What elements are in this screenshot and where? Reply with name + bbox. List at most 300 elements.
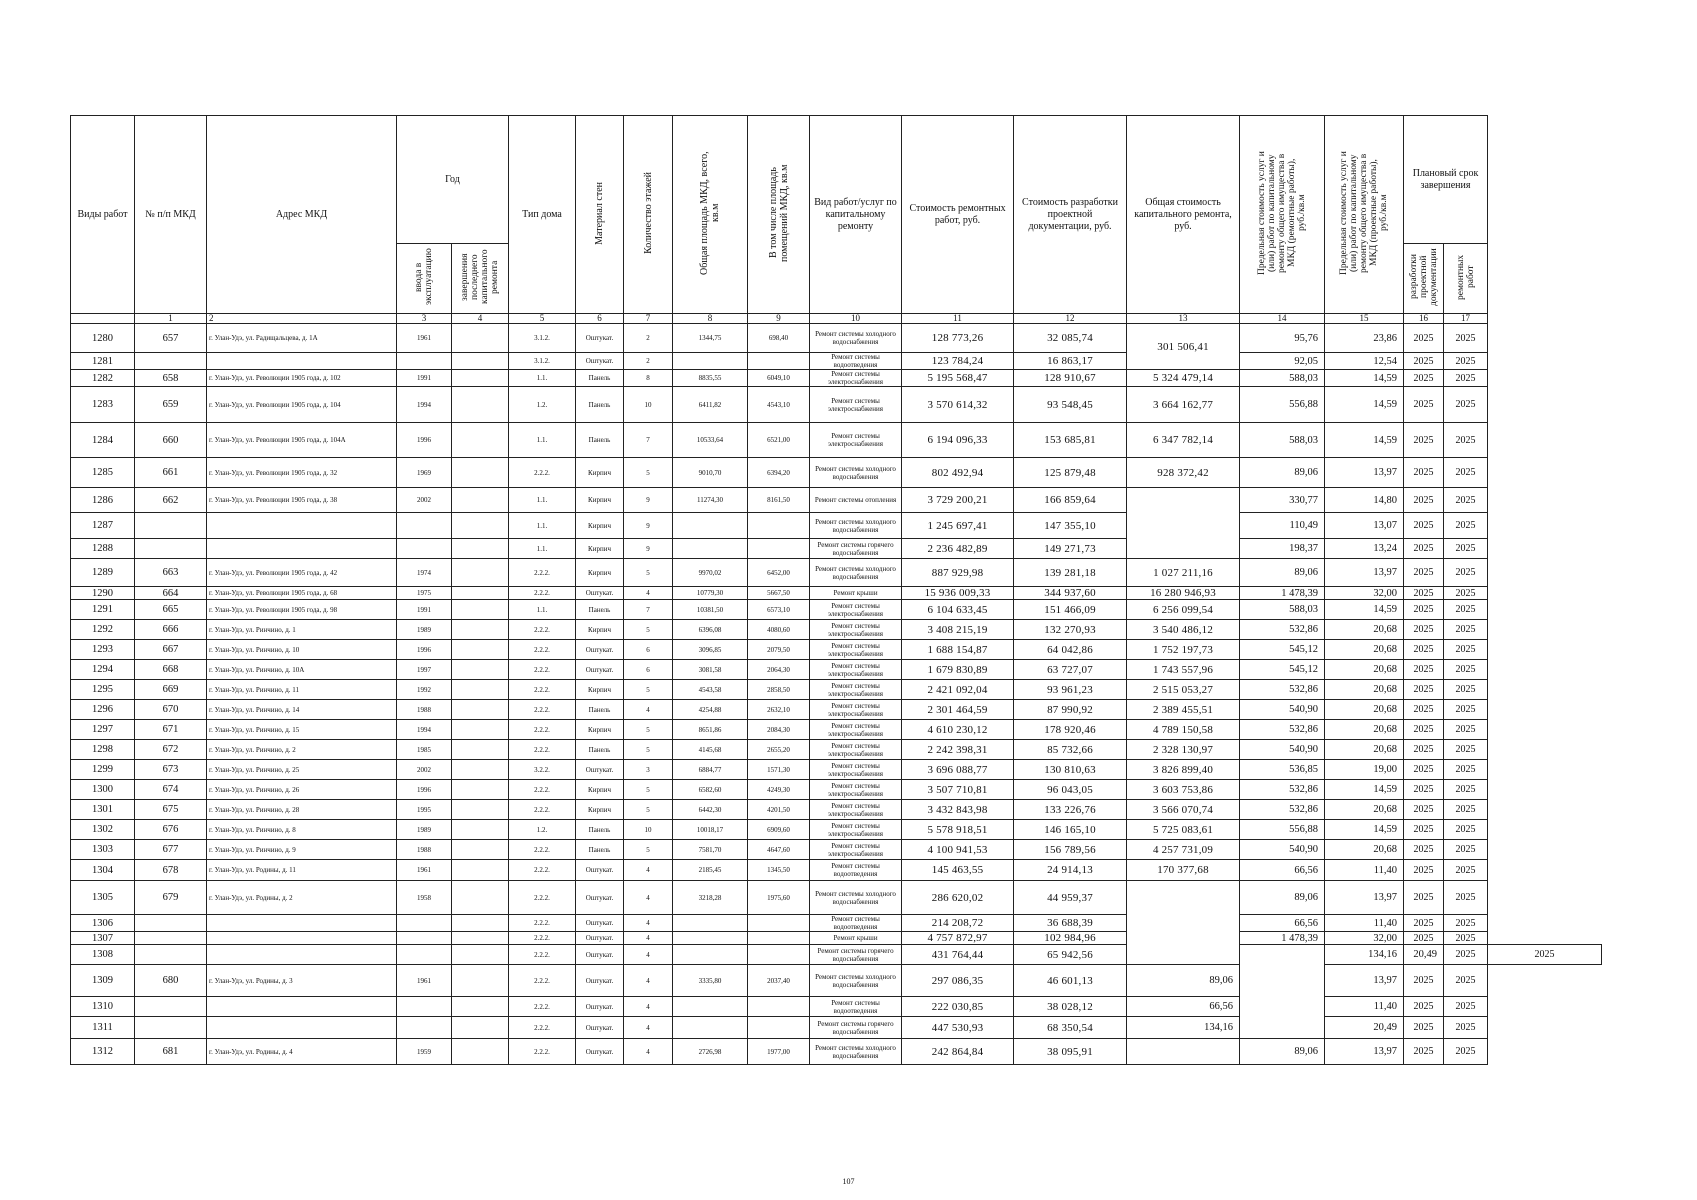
limit-design: 20,49 [1404, 945, 1444, 965]
repair-cost: 3 507 710,81 [902, 780, 1014, 800]
repair-cost: 1 245 697,41 [902, 513, 1014, 539]
address: г. Улан-Удэ, ул. Революции 1905 года, д. 42 [207, 559, 397, 587]
repair-cost: 887 929,98 [902, 559, 1014, 587]
total-cost: 3 603 753,86 [1127, 780, 1240, 800]
year-built: 2002 [397, 760, 452, 780]
deadline-repair: 2025 [1444, 458, 1488, 488]
total-area [673, 915, 748, 932]
table-row [71, 820, 1602, 840]
deadline-design: 2025 [1404, 740, 1444, 760]
house-number: 662 [135, 488, 207, 513]
premises-area: 6573,10 [748, 600, 810, 620]
header-material [576, 116, 624, 314]
wall-material: Оштукат. [576, 640, 624, 660]
premises-area: 8161,50 [748, 488, 810, 513]
repair-cost: 286 620,02 [902, 881, 1014, 915]
table-row [71, 587, 1602, 600]
column-number: 3 [397, 314, 452, 324]
table-row [71, 353, 1602, 370]
table-row [71, 997, 1602, 1017]
header-god: Год [397, 116, 509, 244]
house-number: 661 [135, 458, 207, 488]
year-built: 1961 [397, 860, 452, 881]
row-index: 1287 [71, 513, 135, 539]
year-built [397, 997, 452, 1017]
limit-repair: 540,90 [1240, 740, 1325, 760]
row-index: 1300 [71, 780, 135, 800]
total-area: 10018,17 [673, 820, 748, 840]
house-type: 2.2.2. [509, 458, 576, 488]
work-type: Ремонт системы холодного водоснабжения [810, 881, 902, 915]
design-cost: 46 601,13 [1014, 965, 1127, 997]
limit-design: 11,40 [1325, 860, 1404, 881]
limit-design: 32,00 [1325, 587, 1404, 600]
limit-design: 20,49 [1325, 1017, 1404, 1039]
work-type: Ремонт системы электроснабжения [810, 600, 902, 620]
year-built [397, 932, 452, 945]
premises-area: 5667,50 [748, 587, 810, 600]
house-type: 1.1. [509, 370, 576, 387]
total-area: 10381,50 [673, 600, 748, 620]
limit-design: 13,97 [1325, 1039, 1404, 1065]
row-index: 1310 [71, 997, 135, 1017]
year-built: 1985 [397, 740, 452, 760]
work-type: Ремонт системы холодного водоснабжения [810, 1039, 902, 1065]
total-cost: 6 256 099,54 [1127, 600, 1240, 620]
total-cost: 16 280 946,93 [1127, 587, 1240, 600]
total-area: 6582,60 [673, 780, 748, 800]
house-type: 1.1. [509, 600, 576, 620]
table-row [71, 945, 1602, 965]
limit-repair: 540,90 [1240, 840, 1325, 860]
house-number [135, 915, 207, 932]
repair-cost: 222 030,85 [902, 997, 1014, 1017]
deadline-design: 2025 [1404, 488, 1444, 513]
deadline-design: 2025 [1404, 820, 1444, 840]
row-index: 1282 [71, 370, 135, 387]
limit-repair: 89,06 [1240, 1039, 1325, 1065]
year-last-repair [452, 370, 509, 387]
floors: 10 [624, 387, 673, 423]
table-row [71, 488, 1602, 513]
design-cost: 38 095,91 [1014, 1039, 1127, 1065]
floors: 2 [624, 324, 673, 353]
limit-repair: 95,76 [1240, 324, 1325, 353]
deadline-repair: 2025 [1444, 353, 1488, 370]
deadline-design: 2025 [1404, 680, 1444, 700]
wall-material: Панель [576, 423, 624, 458]
house-number: 658 [135, 370, 207, 387]
row-index: 1306 [71, 915, 135, 932]
header-ploshad-pomesheniy [748, 116, 810, 314]
deadline-repair: 2025 [1444, 324, 1488, 353]
house-type: 2.2.2. [509, 800, 576, 820]
work-type: Ремонт системы холодного водоснабжения [810, 458, 902, 488]
year-last-repair [452, 740, 509, 760]
house-number: 659 [135, 387, 207, 423]
work-type: Ремонт системы электроснабжения [810, 760, 902, 780]
floors: 9 [624, 539, 673, 559]
work-type: Ремонт системы электроснабжения [810, 700, 902, 720]
address: г. Улан-Удэ, ул. Ринчино, д. 11 [207, 680, 397, 700]
address: г. Улан-Удэ, ул. Революции 1905 года, д. 68 [207, 587, 397, 600]
floors: 4 [624, 1017, 673, 1039]
limit-design: 13,24 [1325, 539, 1404, 559]
table-row [71, 965, 1602, 997]
header-nomer: № п/п МКД [135, 116, 207, 314]
deadline-repair: 2025 [1444, 800, 1488, 820]
address: г. Улан-Удэ, ул. Родины, д. 3 [207, 965, 397, 997]
address: г. Улан-Удэ, ул. Революции 1905 года, д. 104А [207, 423, 397, 458]
deadline-design: 2025 [1404, 840, 1444, 860]
year-last-repair [452, 353, 509, 370]
work-type: Ремонт системы электроснабжения [810, 423, 902, 458]
row-index: 1289 [71, 559, 135, 587]
deadline-repair: 2025 [1444, 881, 1488, 915]
floors: 4 [624, 997, 673, 1017]
column-number: 14 [1240, 314, 1325, 324]
header-pred-rem-text: Предельная стоимость услуг и (или) работ по капитальному ремонту общего имущества в МКД (ремонтные работы), руб./кв.м [1257, 151, 1308, 275]
year-last-repair [452, 840, 509, 860]
limit-design: 14,59 [1325, 387, 1404, 423]
limit-repair: 532,86 [1240, 620, 1325, 640]
address: г. Улан-Удэ, ул. Революции 1905 года, д. 102 [207, 370, 397, 387]
year-last-repair [452, 780, 509, 800]
header-vid-rabot: Виды работ [71, 116, 135, 314]
year-last-repair [452, 860, 509, 881]
total-area [673, 539, 748, 559]
deadline-repair: 2025 [1444, 600, 1488, 620]
address: г. Улан-Удэ, ул. Революции 1905 года, д. 32 [207, 458, 397, 488]
deadline-repair: 2025 [1444, 587, 1488, 600]
design-cost: 139 281,18 [1014, 559, 1127, 587]
header-etazhey [624, 116, 673, 314]
wall-material: Кирпич [576, 559, 624, 587]
limit-design: 20,68 [1325, 660, 1404, 680]
premises-area: 2632,10 [748, 700, 810, 720]
address [207, 539, 397, 559]
table-row [71, 1039, 1602, 1065]
premises-area: 1975,60 [748, 881, 810, 915]
wall-material: Оштукат. [576, 324, 624, 353]
design-cost: 87 990,92 [1014, 700, 1127, 720]
deadline-repair: 2025 [1444, 915, 1488, 932]
limit-design: 13,97 [1325, 559, 1404, 587]
header-srok-rem [1444, 244, 1488, 314]
limit-repair: 556,88 [1240, 820, 1325, 840]
floors: 5 [624, 559, 673, 587]
year-last-repair [452, 997, 509, 1017]
limit-design: 20,68 [1325, 620, 1404, 640]
year-built [397, 539, 452, 559]
house-type: 2.2.2. [509, 1017, 576, 1039]
total-area: 6396,08 [673, 620, 748, 640]
house-type: 2.2.2. [509, 740, 576, 760]
repair-cost: 2 301 464,59 [902, 700, 1014, 720]
total-cost: 3 664 162,77 [1127, 387, 1240, 423]
work-type: Ремонт системы отопления [810, 488, 902, 513]
repair-cost: 5 195 568,47 [902, 370, 1014, 387]
limit-design: 14,59 [1325, 600, 1404, 620]
total-area: 8651,86 [673, 720, 748, 740]
header-tip-doma: Тип дома [509, 116, 576, 314]
house-type: 1.1. [509, 539, 576, 559]
total-cost [1240, 945, 1325, 1039]
year-last-repair [452, 760, 509, 780]
address [207, 932, 397, 945]
work-type: Ремонт системы электроснабжения [810, 820, 902, 840]
premises-area: 6452,00 [748, 559, 810, 587]
address: г. Улан-Удэ, ул. Ринчино, д. 10 [207, 640, 397, 660]
row-index: 1312 [71, 1039, 135, 1065]
address [207, 513, 397, 539]
floors: 4 [624, 1039, 673, 1065]
wall-material: Оштукат. [576, 660, 624, 680]
total-cost: 170 377,68 [1127, 860, 1240, 881]
year-last-repair [452, 881, 509, 915]
header-material-text: Материал стен [594, 181, 606, 245]
work-type: Ремонт системы горячего водоснабжения [810, 1017, 902, 1039]
repair-cost: 145 463,55 [902, 860, 1014, 881]
deadline-design: 2025 [1404, 800, 1444, 820]
floors: 2 [624, 353, 673, 370]
repair-cost: 4 610 230,12 [902, 720, 1014, 740]
year-last-repair [452, 680, 509, 700]
year-last-repair [452, 820, 509, 840]
total-cost: 301 506,41 [1127, 324, 1240, 370]
total-cost [1127, 1039, 1240, 1065]
address: г. Улан-Удэ, ул. Родины, д. 11 [207, 860, 397, 881]
wall-material: Кирпич [576, 488, 624, 513]
total-area: 3096,85 [673, 640, 748, 660]
floors: 4 [624, 965, 673, 997]
house-number: 670 [135, 700, 207, 720]
house-number: 677 [135, 840, 207, 860]
table-row [71, 780, 1602, 800]
house-type: 1.1. [509, 513, 576, 539]
total-cost [1127, 881, 1240, 965]
premises-area: 4647,60 [748, 840, 810, 860]
year-built: 1995 [397, 800, 452, 820]
total-area: 3081,58 [673, 660, 748, 680]
wall-material: Оштукат. [576, 860, 624, 881]
repair-cost: 2 236 482,89 [902, 539, 1014, 559]
address [207, 915, 397, 932]
design-cost: 153 685,81 [1014, 423, 1127, 458]
total-cost: 3 826 899,40 [1127, 760, 1240, 780]
address: г. Улан-Удэ, ул. Ринчино, д. 14 [207, 700, 397, 720]
total-area: 8835,55 [673, 370, 748, 387]
row-index: 1304 [71, 860, 135, 881]
year-built [397, 945, 452, 965]
wall-material: Кирпич [576, 800, 624, 820]
premises-area: 2084,30 [748, 720, 810, 740]
address: г. Улан-Удэ, ул. Ринчино, д. 2 [207, 740, 397, 760]
table-row [71, 513, 1602, 539]
total-area: 3218,28 [673, 881, 748, 915]
premises-area: 6909,60 [748, 820, 810, 840]
work-type: Ремонт системы водоотведения [810, 997, 902, 1017]
work-type: Ремонт системы водоотведения [810, 915, 902, 932]
row-index: 1305 [71, 881, 135, 915]
limit-repair: 540,90 [1240, 700, 1325, 720]
deadline-repair: 2025 [1444, 680, 1488, 700]
column-number: 4 [452, 314, 509, 324]
address: г. Улан-Удэ, ул. Ринчино, д. 9 [207, 840, 397, 860]
row-index: 1280 [71, 324, 135, 353]
limit-repair: 588,03 [1240, 370, 1325, 387]
premises-area [748, 997, 810, 1017]
design-cost: 36 688,39 [1014, 915, 1127, 932]
house-number: 676 [135, 820, 207, 840]
design-cost: 32 085,74 [1014, 324, 1127, 353]
row-index: 1293 [71, 640, 135, 660]
year-last-repair [452, 660, 509, 680]
header-adres: Адрес МКД [207, 116, 397, 314]
house-type: 2.2.2. [509, 680, 576, 700]
total-area [673, 997, 748, 1017]
limit-repair: 89,06 [1240, 559, 1325, 587]
column-number: 15 [1325, 314, 1404, 324]
wall-material: Оштукат. [576, 1017, 624, 1039]
house-number: 673 [135, 760, 207, 780]
row-index: 1303 [71, 840, 135, 860]
floors: 4 [624, 915, 673, 932]
header-stoimost-proekta: Стоимость разработки проектной документации, руб. [1014, 116, 1127, 314]
limit-repair: 532,86 [1240, 680, 1325, 700]
limit-design: 19,00 [1325, 760, 1404, 780]
year-built [397, 1017, 452, 1039]
year-built: 1988 [397, 700, 452, 720]
wall-material: Оштукат. [576, 881, 624, 915]
row-index: 1301 [71, 800, 135, 820]
deadline-design: 2025 [1404, 423, 1444, 458]
wall-material: Кирпич [576, 539, 624, 559]
limit-design: 20,68 [1325, 720, 1404, 740]
deadline-design: 2025 [1404, 640, 1444, 660]
premises-area: 2037,40 [748, 965, 810, 997]
deadline-repair: 2025 [1444, 740, 1488, 760]
deadline-repair: 2025 [1444, 820, 1488, 840]
deadline-design: 2025 [1404, 720, 1444, 740]
header-god-zaversheniya [452, 244, 509, 314]
limit-repair: 532,86 [1240, 780, 1325, 800]
deadline-repair: 2025 [1444, 423, 1488, 458]
table-body [71, 324, 1602, 1065]
work-type: Ремонт системы электроснабжения [810, 780, 902, 800]
limit-design: 13,97 [1325, 458, 1404, 488]
total-area [673, 932, 748, 945]
table-row [71, 860, 1602, 881]
limit-repair: 545,12 [1240, 640, 1325, 660]
wall-material: Кирпич [576, 458, 624, 488]
premises-area [748, 513, 810, 539]
work-type: Ремонт системы электроснабжения [810, 620, 902, 640]
premises-area: 4201,50 [748, 800, 810, 820]
house-type: 2.2.2. [509, 1039, 576, 1065]
premises-area: 6394,20 [748, 458, 810, 488]
table-row [71, 720, 1602, 740]
work-type: Ремонт системы холодного водоснабжения [810, 513, 902, 539]
repair-cost: 4 757 872,97 [902, 932, 1014, 945]
design-cost: 68 350,54 [1014, 1017, 1127, 1039]
floors: 4 [624, 932, 673, 945]
house-number: 679 [135, 881, 207, 915]
total-cost: 3 566 070,74 [1127, 800, 1240, 820]
design-cost: 65 942,56 [1014, 945, 1127, 965]
deadline-design: 2025 [1404, 387, 1444, 423]
house-type: 2.2.2. [509, 620, 576, 640]
total-area: 4543,58 [673, 680, 748, 700]
design-cost: 178 920,46 [1014, 720, 1127, 740]
table-row [71, 620, 1602, 640]
total-cost: 1 027 211,16 [1127, 559, 1240, 587]
house-type: 2.2.2. [509, 915, 576, 932]
limit-repair: 66,56 [1240, 915, 1325, 932]
limit-repair: 89,06 [1127, 965, 1240, 997]
repair-cost: 5 578 918,51 [902, 820, 1014, 840]
house-type: 2.2.2. [509, 640, 576, 660]
deadline-design: 2025 [1404, 324, 1444, 353]
floors: 5 [624, 780, 673, 800]
year-last-repair [452, 488, 509, 513]
row-index: 1295 [71, 680, 135, 700]
table-row [71, 600, 1602, 620]
floors: 5 [624, 458, 673, 488]
year-built: 1958 [397, 881, 452, 915]
floors: 4 [624, 860, 673, 881]
header-god-vvoda-text: ввода в эксплуатацию [414, 248, 434, 306]
total-cost: 5 324 479,14 [1127, 370, 1240, 387]
limit-design: 12,54 [1325, 353, 1404, 370]
work-type: Ремонт системы горячего водоснабжения [810, 945, 902, 965]
work-type: Ремонт системы электроснабжения [810, 387, 902, 423]
design-cost: 128 910,67 [1014, 370, 1127, 387]
work-type: Ремонт системы холодного водоснабжения [810, 965, 902, 997]
wall-material: Кирпич [576, 720, 624, 740]
deadline-design: 2025 [1404, 370, 1444, 387]
work-type: Ремонт системы горячего водоснабжения [810, 539, 902, 559]
wall-material: Панель [576, 387, 624, 423]
design-cost: 147 355,10 [1014, 513, 1127, 539]
house-type: 2.2.2. [509, 780, 576, 800]
year-built: 1989 [397, 620, 452, 640]
row-index: 1291 [71, 600, 135, 620]
year-built: 1961 [397, 324, 452, 353]
address: г. Улан-Удэ, ул. Родины, д. 4 [207, 1039, 397, 1065]
wall-material: Кирпич [576, 513, 624, 539]
deadline-design: 2025 [1444, 945, 1488, 965]
premises-area: 6049,10 [748, 370, 810, 387]
year-built: 1992 [397, 680, 452, 700]
wall-material: Кирпич [576, 680, 624, 700]
header-srok: Плановый срок завершения [1404, 116, 1488, 244]
deadline-design: 2025 [1404, 660, 1444, 680]
house-number [135, 353, 207, 370]
year-built: 1997 [397, 660, 452, 680]
repair-cost: 1 688 154,87 [902, 640, 1014, 660]
work-type: Ремонт системы электроснабжения [810, 840, 902, 860]
work-type: Ремонт системы водоотведения [810, 353, 902, 370]
design-cost: 133 226,76 [1014, 800, 1127, 820]
wall-material: Оштукат. [576, 945, 624, 965]
repair-cost: 123 784,24 [902, 353, 1014, 370]
total-area: 10533,64 [673, 423, 748, 458]
work-type: Ремонт системы водоотведения [810, 860, 902, 881]
wall-material: Оштукат. [576, 353, 624, 370]
year-built [397, 915, 452, 932]
repair-cost: 242 864,84 [902, 1039, 1014, 1065]
